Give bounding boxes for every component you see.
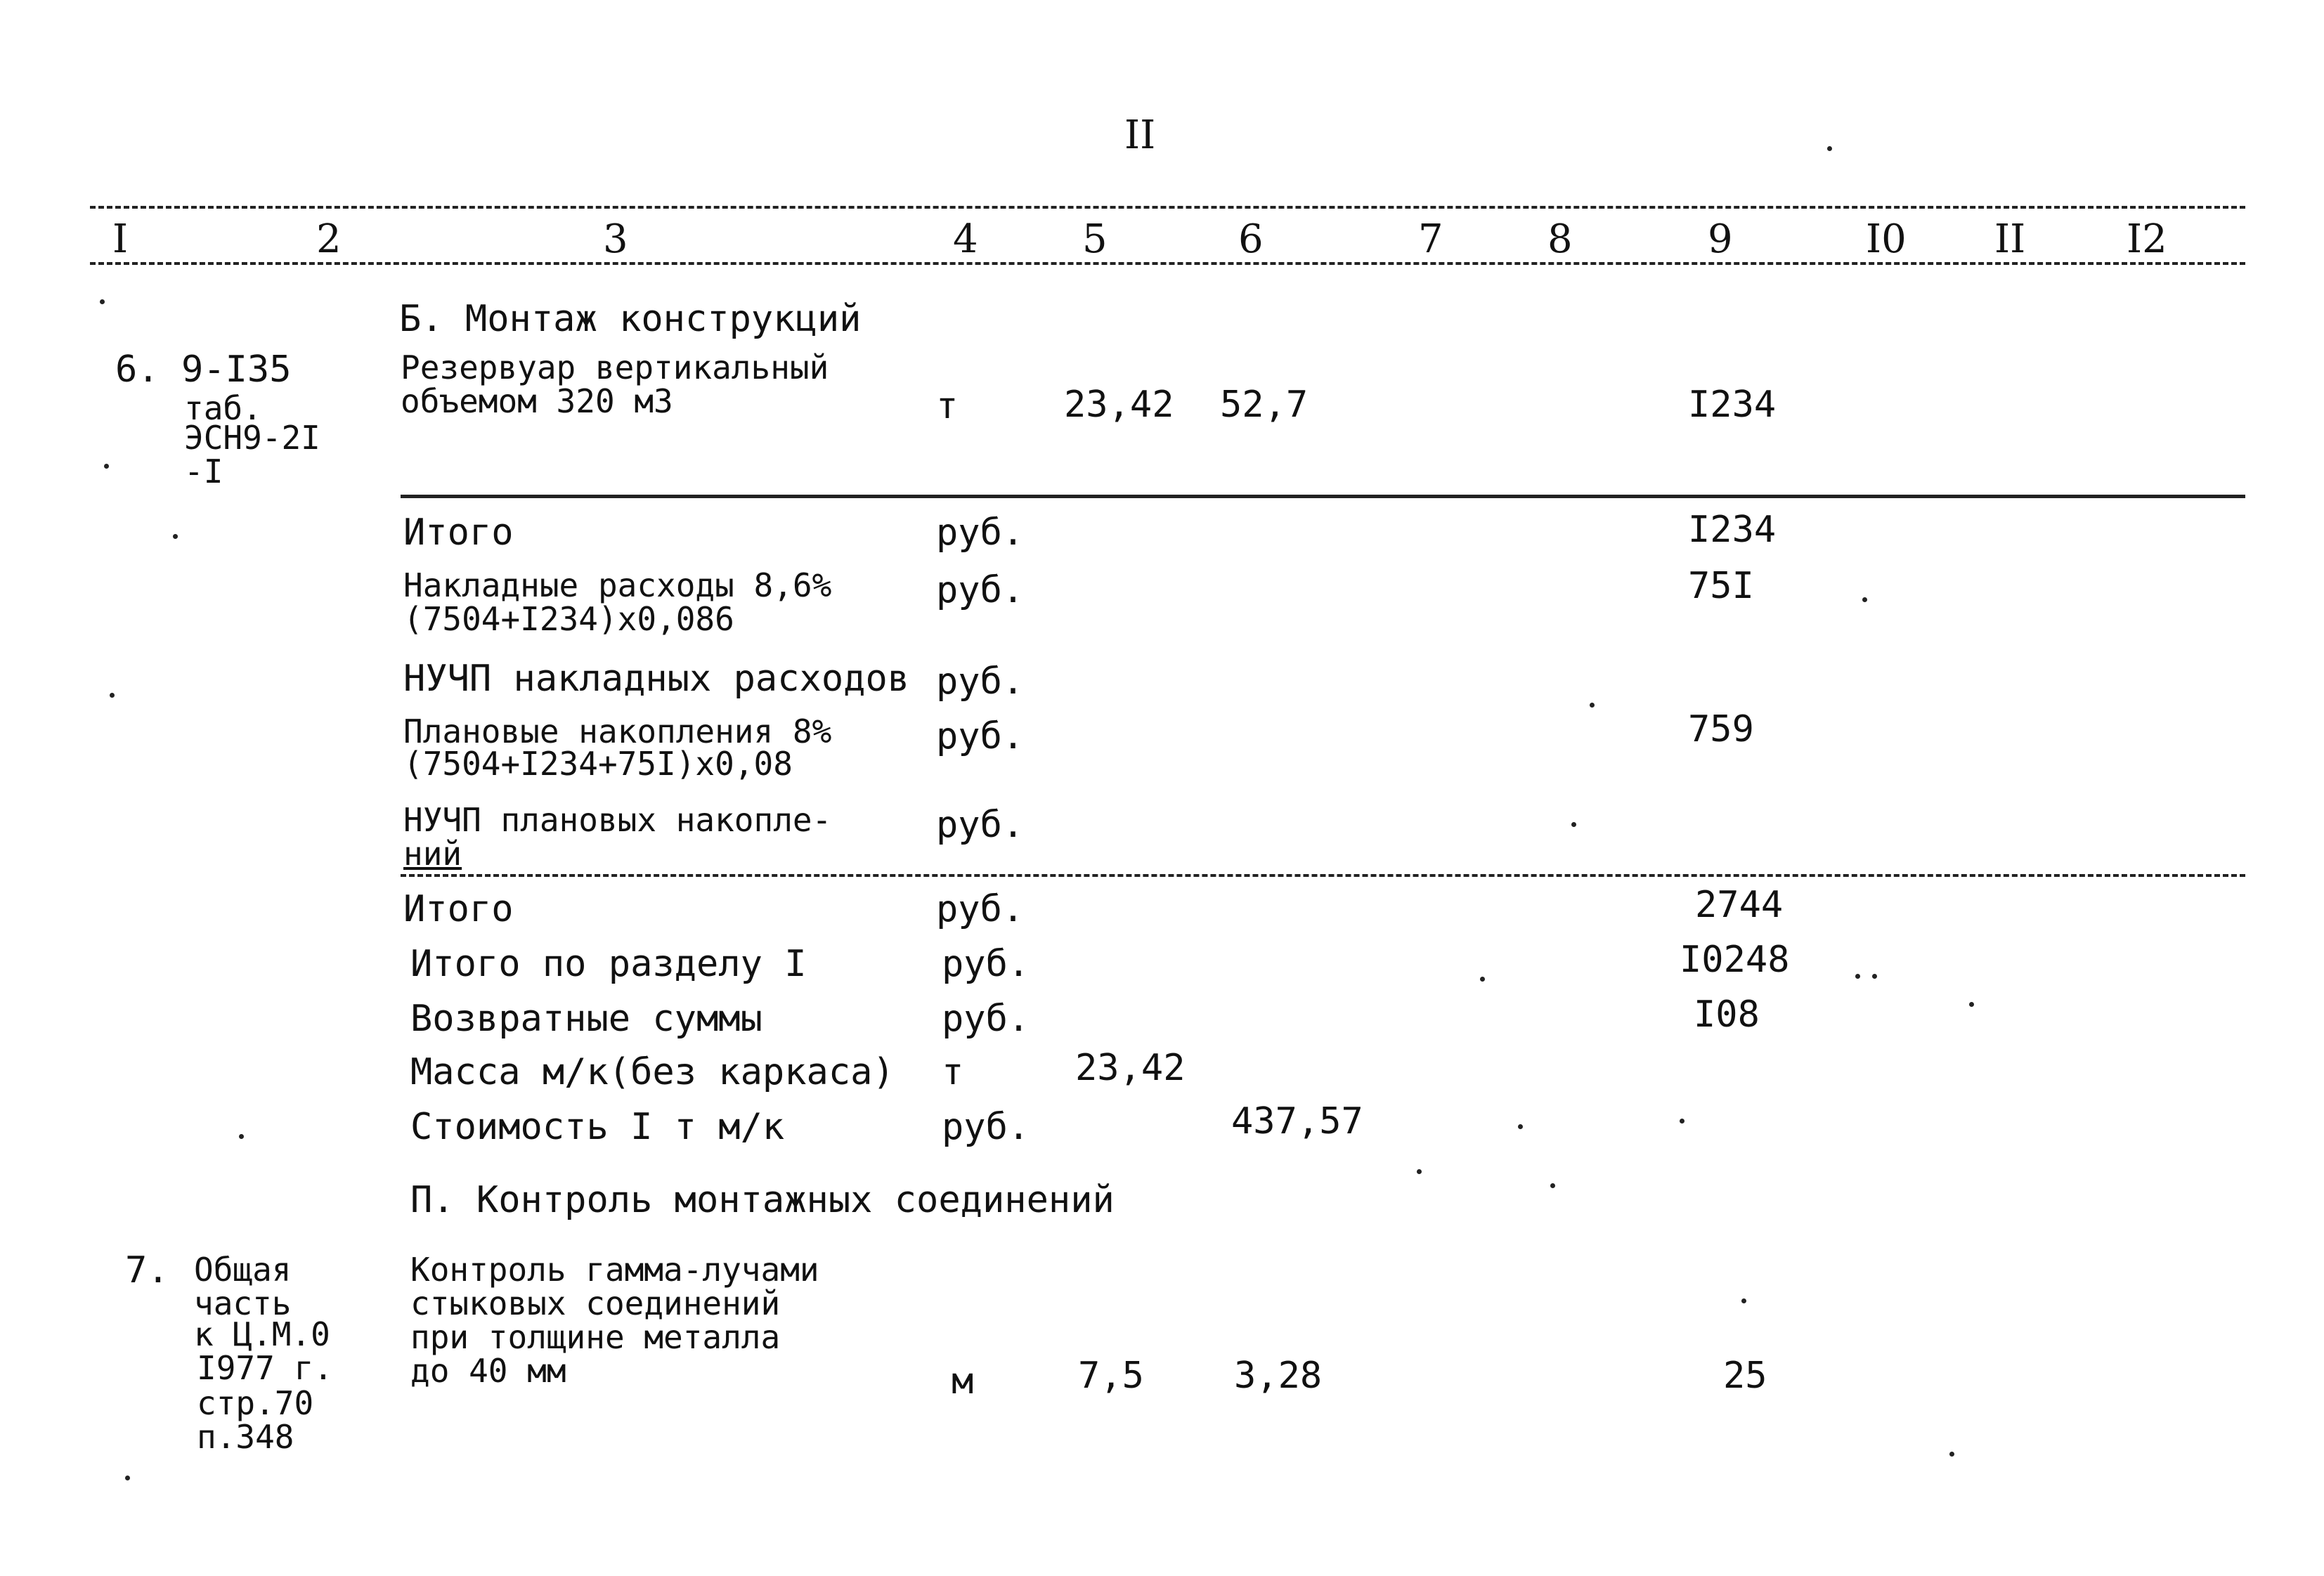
scan-speck bbox=[173, 534, 178, 539]
item7-ref-6: п.348 bbox=[197, 1418, 294, 1456]
item6-ref-1: 9-I35 bbox=[181, 349, 292, 391]
item6-ref-4: -I bbox=[184, 452, 223, 490]
col-header-12: I2 bbox=[2127, 216, 2167, 262]
scan-speck bbox=[1417, 1169, 1422, 1174]
summary-2-unit: руб. bbox=[942, 943, 1030, 985]
summary-1-name: Итого bbox=[403, 888, 514, 930]
header-bottom-rule bbox=[90, 262, 2245, 265]
summary-3-name: Возвратные суммы bbox=[410, 998, 762, 1040]
scan-speck bbox=[1862, 597, 1867, 602]
scan-speck bbox=[1518, 1124, 1523, 1129]
col-header-2: 2 bbox=[316, 216, 342, 262]
scan-speck bbox=[1680, 1119, 1684, 1124]
scan-speck bbox=[1949, 1452, 1954, 1457]
scan-speck bbox=[239, 1134, 244, 1139]
item6-ref-2: таб. bbox=[184, 389, 262, 427]
item7-ref-1: Общая bbox=[194, 1251, 292, 1289]
summary-3-total: I08 bbox=[1694, 994, 1760, 1036]
col-header-7: 7 bbox=[1418, 216, 1443, 262]
scan-speck bbox=[1571, 822, 1576, 827]
row-3-name: НУЧП накладных расходов bbox=[403, 658, 910, 700]
scan-speck bbox=[1480, 977, 1485, 982]
scan-speck bbox=[100, 299, 105, 304]
scan-speck bbox=[1872, 974, 1877, 979]
item7-unit: м bbox=[952, 1360, 974, 1402]
item7-ref-4: I977 г. bbox=[197, 1349, 333, 1387]
summary-2-name: Итого по разделу I bbox=[410, 943, 807, 985]
item7-ref-3: к Ц.М.0 bbox=[194, 1315, 330, 1353]
header-top-rule bbox=[90, 206, 2245, 209]
scan-speck bbox=[1827, 146, 1832, 151]
scan-speck bbox=[110, 693, 115, 698]
row-2-total: 75I bbox=[1688, 565, 1754, 607]
row-2-formula: (7504+I234)х0,086 bbox=[403, 600, 734, 638]
item6-name-1: Резервуар вертикальный bbox=[401, 349, 829, 386]
col-header-6: 6 bbox=[1238, 216, 1264, 262]
col-header-11: II bbox=[1994, 216, 2026, 262]
scan-speck bbox=[1741, 1298, 1746, 1303]
item7-name-4: до 40 мм bbox=[410, 1352, 566, 1390]
col-header-4: 4 bbox=[953, 216, 978, 262]
item7-name-2: стыковых соединений bbox=[410, 1284, 781, 1322]
summary-4-mass: 23,42 bbox=[1075, 1047, 1186, 1089]
item7-name-3: при толщине металла bbox=[410, 1318, 781, 1356]
row-5-name-cont: ний bbox=[403, 835, 462, 873]
col-header-10: I0 bbox=[1866, 216, 1907, 262]
col-header-5: 5 bbox=[1082, 216, 1108, 262]
row-5-name: НУЧП плановых накопле- bbox=[403, 801, 832, 839]
section-title-ii: П. Контроль монтажных соединений bbox=[410, 1179, 1115, 1221]
page-number: II bbox=[1124, 112, 1156, 158]
item6-price: 52,7 bbox=[1220, 384, 1309, 426]
item7-ref-2: часть bbox=[194, 1284, 292, 1322]
item7-name-1: Контроль гамма-лучами bbox=[410, 1251, 819, 1289]
row-4-unit: руб. bbox=[936, 715, 1025, 757]
row-2-unit: руб. bbox=[936, 569, 1025, 611]
section-title-b: Б. Монтаж конструкций bbox=[399, 298, 862, 340]
section-subtotal-rule bbox=[401, 874, 2245, 877]
scan-speck bbox=[125, 1476, 130, 1480]
summary-4-name: Масса м/к(без каркаса) bbox=[410, 1051, 895, 1093]
row-1-total: I234 bbox=[1688, 509, 1777, 551]
row-4-name: Плановые накопления 8% bbox=[403, 712, 832, 750]
col-header-1: I bbox=[112, 216, 129, 262]
summary-4-unit: т bbox=[942, 1051, 964, 1093]
col-header-8: 8 bbox=[1547, 216, 1573, 262]
summary-1-total: 2744 bbox=[1695, 884, 1784, 926]
scan-speck bbox=[1550, 1183, 1555, 1188]
item6-name-2: объемом 320 м3 bbox=[401, 382, 673, 420]
item6-total: I234 bbox=[1688, 384, 1777, 426]
item6-ref-3: ЭСН9-2I bbox=[184, 419, 320, 457]
scan-speck bbox=[1590, 703, 1595, 708]
summary-2-total: I0248 bbox=[1680, 939, 1790, 981]
row-4-total: 759 bbox=[1688, 708, 1754, 750]
item7-price: 3,28 bbox=[1234, 1355, 1323, 1397]
item7-qty: 7,5 bbox=[1078, 1355, 1144, 1397]
scan-speck bbox=[104, 464, 109, 469]
item6-unit: т bbox=[936, 385, 959, 427]
row-3-unit: руб. bbox=[936, 660, 1025, 703]
item6-qty: 23,42 bbox=[1064, 384, 1174, 426]
row-1-name: Итого bbox=[403, 512, 514, 554]
row-5-unit: руб. bbox=[936, 804, 1025, 846]
summary-5-cost: 437,57 bbox=[1231, 1100, 1363, 1142]
item7-ref-5: стр.70 bbox=[197, 1384, 314, 1422]
col-header-3: 3 bbox=[603, 216, 628, 262]
row-4-formula: (7504+I234+75I)х0,08 bbox=[403, 745, 793, 783]
summary-5-name: Стоимость I т м/к bbox=[410, 1106, 785, 1148]
item7-number: 7. bbox=[125, 1249, 169, 1291]
scan-speck bbox=[1969, 1002, 1974, 1007]
row-1-unit: руб. bbox=[936, 512, 1025, 554]
summary-5-unit: руб. bbox=[942, 1106, 1030, 1148]
scan-speck bbox=[1855, 974, 1860, 979]
row-2-name: Накладные расходы 8,6% bbox=[403, 566, 832, 604]
item6-number: 6. bbox=[115, 349, 160, 391]
item6-subtotal-rule bbox=[401, 495, 2245, 498]
summary-3-unit: руб. bbox=[942, 998, 1030, 1040]
col-header-9: 9 bbox=[1708, 216, 1733, 262]
item7-total: 25 bbox=[1723, 1355, 1767, 1397]
summary-1-unit: руб. bbox=[936, 888, 1025, 930]
